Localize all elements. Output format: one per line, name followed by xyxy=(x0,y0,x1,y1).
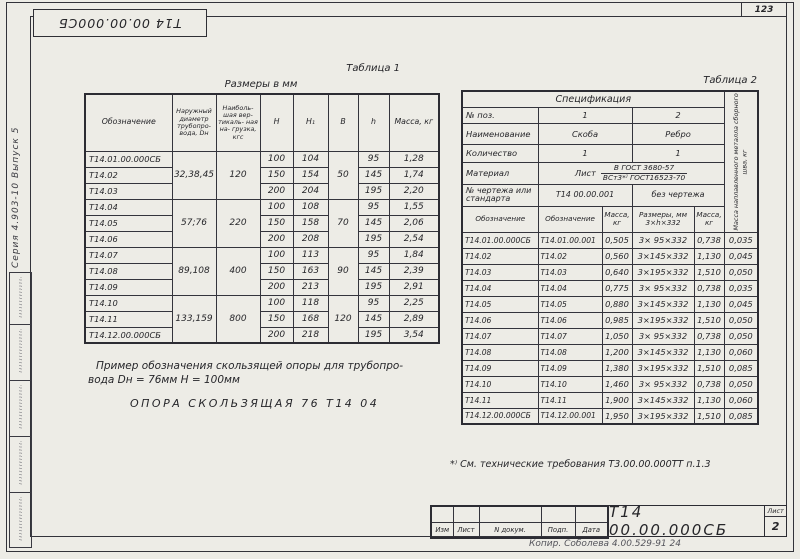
cell: Т14.10 xyxy=(85,295,172,311)
cell: 0,060 xyxy=(724,344,758,360)
cell: Т14.02 xyxy=(538,248,602,264)
material-label: Материал xyxy=(462,162,538,184)
cell: Т14.02 xyxy=(462,248,538,264)
table-row xyxy=(462,312,758,328)
cell xyxy=(431,506,453,522)
cell: 200 xyxy=(260,279,293,295)
cell xyxy=(479,506,541,522)
cell: Т14.12.00.000СБ xyxy=(462,408,538,424)
cell: 218 xyxy=(293,327,328,343)
spec-name-row xyxy=(462,123,758,144)
spec-drawing-row xyxy=(462,184,758,206)
cell: 1,130 xyxy=(694,392,724,408)
cell: Т14.01.00.000СБ xyxy=(462,232,538,248)
margin-stamp-cell xyxy=(9,380,32,436)
cell: 0,050 xyxy=(724,264,758,280)
cell: 2,20 xyxy=(389,183,439,199)
material-numerator: В ГОСТ 3680-57 xyxy=(601,164,687,174)
cell: Т14.12.00.001 xyxy=(538,408,602,424)
table2-caption: Таблица 2 xyxy=(703,75,757,86)
drawing-2: без чертежа xyxy=(632,184,724,206)
cell: 400 xyxy=(216,247,260,295)
qty-1: 1 xyxy=(538,144,632,162)
col-h: h xyxy=(358,94,389,151)
cell: Т14.06 xyxy=(538,312,602,328)
col-ndokum: N докум. xyxy=(479,522,541,538)
cell: 104 xyxy=(293,151,328,167)
cell: 0,035 xyxy=(724,232,758,248)
handwriting-mark xyxy=(19,385,22,430)
spec-header-row xyxy=(462,206,758,232)
cell: 0,060 xyxy=(724,392,758,408)
table1-caption: Таблица 1 xyxy=(346,63,400,74)
table-row xyxy=(85,199,439,215)
spec-material-row xyxy=(462,162,758,184)
cell: 1,050 xyxy=(602,328,632,344)
handwriting-mark xyxy=(19,441,22,486)
cell: Т14.05 xyxy=(462,296,538,312)
cell: Т14.11 xyxy=(462,392,538,408)
cell: Т14.11 xyxy=(85,311,172,327)
cell: Т14.06 xyxy=(462,312,538,328)
cell: 0,738 xyxy=(694,376,724,392)
cell: 2,06 xyxy=(389,215,439,231)
col-data: Дата xyxy=(575,522,608,538)
cell: 200 xyxy=(260,231,293,247)
material-fraction xyxy=(601,164,687,182)
drawing-label: № чертежа или стандарта xyxy=(462,184,538,206)
col-diameter: Наружный диаметр трубопро- вода, Dн xyxy=(172,94,216,151)
cell: 3× 95×332 xyxy=(632,232,694,248)
cell: Т14.04 xyxy=(85,199,172,215)
cell: Т14.10 xyxy=(538,376,602,392)
cell xyxy=(541,506,575,522)
cell: Т14.03 xyxy=(538,264,602,280)
margin-stamp-column xyxy=(9,272,32,548)
cell: 0,045 xyxy=(724,248,758,264)
margin-stamp-cell xyxy=(9,272,32,324)
cell: Т14.11 xyxy=(538,392,602,408)
head-mass: Масса, кг xyxy=(602,206,632,232)
head-dims xyxy=(632,206,694,232)
cell: 800 xyxy=(216,295,260,343)
table1-units-title: Размеры в мм xyxy=(224,79,298,90)
cell: 145 xyxy=(358,215,389,231)
cell: Т14.12.00.000СБ xyxy=(85,327,172,343)
footnote: *⁾ См. технические требования Т3.00.00.000ТТ п.1.3 xyxy=(450,459,711,470)
cell: 154 xyxy=(293,167,328,183)
table-row xyxy=(462,296,758,312)
revision-grid xyxy=(430,505,609,539)
table-row xyxy=(462,248,758,264)
cell: 1,510 xyxy=(694,264,724,280)
cell: 118 xyxy=(293,295,328,311)
table-row xyxy=(85,167,439,183)
margin-stamp-cell xyxy=(9,436,32,492)
name-label: Наименование xyxy=(462,123,538,144)
cell: 0,738 xyxy=(694,232,724,248)
sheet-number: 2 xyxy=(771,520,780,533)
qty-label: Количество xyxy=(462,144,538,162)
cell: 204 xyxy=(293,183,328,199)
cell: 145 xyxy=(358,167,389,183)
cell: Т14.08 xyxy=(462,344,538,360)
cell: 95 xyxy=(358,247,389,263)
cell: 133,159 xyxy=(172,295,216,343)
table-row xyxy=(462,344,758,360)
cell: 0,045 xyxy=(724,296,758,312)
table-row xyxy=(85,247,439,263)
cell: Т14.02 xyxy=(85,167,172,183)
cell: Т14.08 xyxy=(85,263,172,279)
col-podp: Подп. xyxy=(541,522,575,538)
cell: 100 xyxy=(260,199,293,215)
cell: 220 xyxy=(216,199,260,247)
cell: 3× 95×332 xyxy=(632,280,694,296)
cell: Т14.10 xyxy=(462,376,538,392)
cell: 95 xyxy=(358,199,389,215)
cell: 1,84 xyxy=(389,247,439,263)
col-designation: Обозначение xyxy=(85,94,172,151)
cell: Т14.07 xyxy=(85,247,172,263)
cell: 0,640 xyxy=(602,264,632,280)
spec-title-row xyxy=(462,91,758,107)
cell: 145 xyxy=(358,263,389,279)
table1-header-row xyxy=(85,94,439,151)
weld-mass-header xyxy=(724,91,758,232)
head-mass2: Масса, кг xyxy=(694,206,724,232)
flipped-document-number-stamp xyxy=(33,9,207,37)
cell: Т14.07 xyxy=(538,328,602,344)
col-load: Наиболь- шая вер- тикаль- ная на- грузка, кгс xyxy=(216,94,260,151)
spec-qty-row xyxy=(462,144,758,162)
cell xyxy=(575,506,608,522)
cell: 195 xyxy=(358,231,389,247)
table-row xyxy=(85,327,439,343)
cell: 1,510 xyxy=(694,408,724,424)
cell: 0,505 xyxy=(602,232,632,248)
example-note-line2: вода Dн = 76мм Н = 100мм xyxy=(88,374,240,386)
cell: 57;76 xyxy=(172,199,216,247)
table-row xyxy=(462,264,758,280)
cell: Т14.06 xyxy=(85,231,172,247)
cell: 3×145×332 xyxy=(632,248,694,264)
head-dims-label: Размеры, мм xyxy=(638,210,688,220)
col-mass: Масса, кг xyxy=(389,94,439,151)
col-list: Лист xyxy=(453,522,479,538)
cell: 163 xyxy=(293,263,328,279)
weld-mass-header-text: Масса наплавленного металла сборного шва, кг xyxy=(732,93,749,231)
page-number: 123 xyxy=(754,4,774,15)
cell: 145 xyxy=(358,311,389,327)
cell: Т14.09 xyxy=(538,360,602,376)
cell: 200 xyxy=(260,183,293,199)
cell: 0,035 xyxy=(724,280,758,296)
cell: 150 xyxy=(260,263,293,279)
cell: Т14.01.00.000СБ xyxy=(85,151,172,167)
cell: 1,460 xyxy=(602,376,632,392)
cell: 50 xyxy=(328,151,358,199)
cell: 200 xyxy=(260,327,293,343)
cell: 195 xyxy=(358,327,389,343)
dimensions-table xyxy=(84,93,440,344)
name-2: Ребро xyxy=(632,123,724,144)
copier-note: Копир. Соболева 4.00.529-91 24 xyxy=(529,539,681,549)
cell: 3×145×332 xyxy=(632,392,694,408)
cell: 3×195×332 xyxy=(632,360,694,376)
cell: Т14.09 xyxy=(462,360,538,376)
cell: 0,050 xyxy=(724,328,758,344)
table-row xyxy=(462,328,758,344)
cell: 89,108 xyxy=(172,247,216,295)
table-row xyxy=(462,280,758,296)
col-H1: Н₁ xyxy=(293,94,328,151)
cell: Т14.08 xyxy=(538,344,602,360)
document-number: Т14 00.00.000СБ xyxy=(609,505,765,537)
cell: Т14.03 xyxy=(85,183,172,199)
margin-stamp-cell xyxy=(9,324,32,380)
table-row xyxy=(462,408,758,424)
cell: 2,89 xyxy=(389,311,439,327)
drawing-1: Т14 00.00.001 xyxy=(538,184,632,206)
head-part-designation: Обозначение xyxy=(538,206,602,232)
cell: 0,050 xyxy=(724,376,758,392)
cell: 32,38,45 xyxy=(172,151,216,199)
col-H: Н xyxy=(260,94,293,151)
cell: 2,54 xyxy=(389,231,439,247)
cell: 150 xyxy=(260,167,293,183)
cell: 150 xyxy=(260,311,293,327)
table-row xyxy=(462,232,758,248)
material-prefix: Лист xyxy=(574,168,596,178)
handwriting-mark xyxy=(19,497,22,541)
spec-title: Спецификация xyxy=(462,91,724,107)
head-dims-formula: 3×h×332 xyxy=(645,218,681,227)
cell: 113 xyxy=(293,247,328,263)
flipped-stamp-text: Т14 00.00.000СБ xyxy=(58,15,182,31)
table-row xyxy=(85,215,439,231)
cell: 158 xyxy=(293,215,328,231)
handwriting-mark xyxy=(19,329,22,374)
title-block xyxy=(430,505,787,537)
cell: Т14.01.00.001 xyxy=(538,232,602,248)
table-row xyxy=(462,376,758,392)
cell: 168 xyxy=(293,311,328,327)
cell: 2,25 xyxy=(389,295,439,311)
cell: 100 xyxy=(260,247,293,263)
page-number-box xyxy=(741,2,787,17)
cell: 1,950 xyxy=(602,408,632,424)
table-row xyxy=(85,279,439,295)
material-value xyxy=(538,162,724,184)
table-row xyxy=(462,360,758,376)
table-row xyxy=(85,231,439,247)
qty-2: 1 xyxy=(632,144,724,162)
cell: 120 xyxy=(328,295,358,343)
cell: 195 xyxy=(358,279,389,295)
material-denominator: ВСт3*⁾ ГОСТ16523-70 xyxy=(602,172,686,182)
cell: 120 xyxy=(216,151,260,199)
cell: 3×195×332 xyxy=(632,264,694,280)
revision-empty-row xyxy=(431,506,608,522)
cell: 1,130 xyxy=(694,344,724,360)
cell: 3× 95×332 xyxy=(632,328,694,344)
cell: 108 xyxy=(293,199,328,215)
table-row xyxy=(85,263,439,279)
cell: 1,130 xyxy=(694,248,724,264)
cell: 2,91 xyxy=(389,279,439,295)
cell: 1,28 xyxy=(389,151,439,167)
head-designation: Обозначение xyxy=(462,206,538,232)
spec-pos-row xyxy=(462,107,758,123)
cell: 1,74 xyxy=(389,167,439,183)
pos-1: 1 xyxy=(538,107,632,123)
cell: 0,738 xyxy=(694,280,724,296)
cell: 3×195×332 xyxy=(632,312,694,328)
cell: 2,39 xyxy=(389,263,439,279)
name-1: Скоба xyxy=(538,123,632,144)
cell: 0,985 xyxy=(602,312,632,328)
table-row xyxy=(462,392,758,408)
cell: 3×195×332 xyxy=(632,408,694,424)
example-note-line1: Пример обозначения скользящей опоры для трубопро- xyxy=(96,360,404,372)
table-row xyxy=(85,311,439,327)
cell: 208 xyxy=(293,231,328,247)
cell: Т14.05 xyxy=(538,296,602,312)
cell: 95 xyxy=(358,151,389,167)
revision-label-row xyxy=(431,522,608,538)
cell: 3,54 xyxy=(389,327,439,343)
sheet-label: Лист xyxy=(765,506,786,517)
table-row xyxy=(85,295,439,311)
cell: 1,900 xyxy=(602,392,632,408)
cell: 3×145×332 xyxy=(632,296,694,312)
cell: 0,050 xyxy=(724,312,758,328)
cell: Т14.04 xyxy=(538,280,602,296)
cell: 95 xyxy=(358,295,389,311)
cell: 3×145×332 xyxy=(632,344,694,360)
specification-table xyxy=(461,90,759,425)
cell: 1,55 xyxy=(389,199,439,215)
cell: Т14.07 xyxy=(462,328,538,344)
cell: 0,880 xyxy=(602,296,632,312)
sheet-number-box xyxy=(765,505,787,537)
series-label: Серия 4.903-10 Выпуск 5 xyxy=(11,126,21,268)
margin-stamp-cell xyxy=(9,492,32,548)
cell: 70 xyxy=(328,199,358,247)
cell: 0,560 xyxy=(602,248,632,264)
cell: Т14.05 xyxy=(85,215,172,231)
cell: Т14.03 xyxy=(462,264,538,280)
cell: 0,085 xyxy=(724,360,758,376)
col-izm: Изм xyxy=(431,522,453,538)
cell: 213 xyxy=(293,279,328,295)
table2-body xyxy=(462,91,758,424)
example-designation: ОПОРА СКОЛЬЗЯЩАЯ 76 Т14 04 xyxy=(130,397,380,410)
cell: 195 xyxy=(358,183,389,199)
cell: Т14.09 xyxy=(85,279,172,295)
col-B: В xyxy=(328,94,358,151)
cell: 0,775 xyxy=(602,280,632,296)
cell: 1,200 xyxy=(602,344,632,360)
cell xyxy=(453,506,479,522)
cell: 1,510 xyxy=(694,312,724,328)
table1-body xyxy=(85,94,439,343)
cell: 0,738 xyxy=(694,328,724,344)
cell: 90 xyxy=(328,247,358,295)
pos-label: № поз. xyxy=(462,107,538,123)
cell: 100 xyxy=(260,151,293,167)
pos-2: 2 xyxy=(632,107,724,123)
cell: Т14.04 xyxy=(462,280,538,296)
cell: 3× 95×332 xyxy=(632,376,694,392)
cell: 1,380 xyxy=(602,360,632,376)
table-row xyxy=(85,151,439,167)
cell: 0,085 xyxy=(724,408,758,424)
handwriting-mark xyxy=(19,277,22,319)
cell: 1,130 xyxy=(694,296,724,312)
cell: 150 xyxy=(260,215,293,231)
table-row xyxy=(85,183,439,199)
cell: 1,510 xyxy=(694,360,724,376)
cell: 100 xyxy=(260,295,293,311)
